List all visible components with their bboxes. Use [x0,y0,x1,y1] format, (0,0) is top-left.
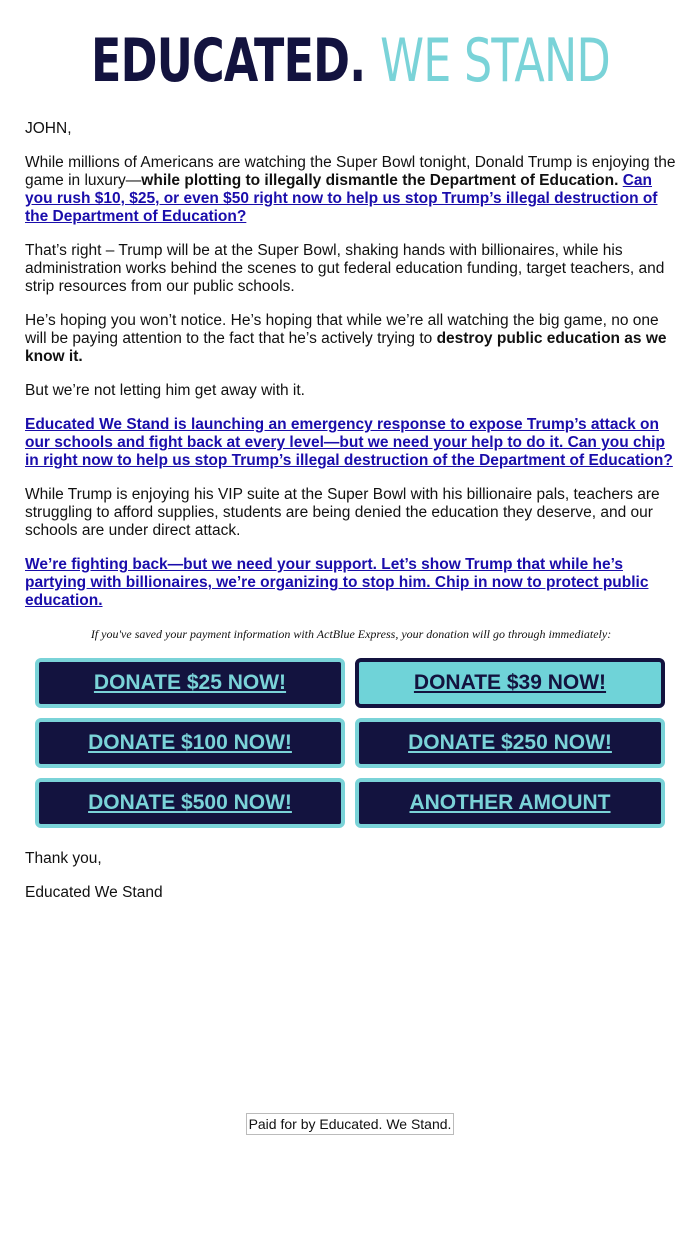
paragraph-fighting-back [25,556,677,610]
paid-for-by-disclaimer: Paid for by Educated. We Stand. [246,1113,455,1135]
donate-39-button[interactable]: DONATE $39 NOW! [355,658,665,708]
intro-text: While millions of Americans are watching the Super Bowl tonight, Donald Trump is enjoying the game in luxury— [25,154,676,189]
footer [0,1113,700,1135]
logo-word-we-stand: WE STAND [380,26,610,96]
donate-link-fighting-back[interactable]: We’re fighting back—but we need your support. Let’s show Trump that while he’s partying with billionaires, we’re organizing to stop him. Chip in now to protect public education. [25,556,649,609]
paragraph-super-bowl: That’s right – Trump will be at the Super Bowl, shaking hands with billionaires, while his administration works behind the scenes to gut federal education funding, target teachers, and strip resources from our public schools. [25,242,665,295]
actblue-express-note: If you've saved your payment information with ActBlue Express, your donation will go through immediately: [90,627,612,641]
donate-25-button[interactable]: DONATE $25 NOW! [35,658,345,708]
logo-word-educated: EDUCATED. [91,26,366,96]
intro-bold: while plotting to illegally dismantle the Department of Education. [141,172,619,189]
hoping-bold: destroy public education as we know it. [25,330,667,365]
hoping-text: He’s hoping you won’t notice. He’s hoping that while we’re all watching the big game, no one will be paying attention to the fact that he’s actively trying to [25,312,659,347]
donate-another-amount-button[interactable]: ANOTHER AMOUNT [355,778,665,828]
paragraph-hoping [25,312,677,366]
donate-link-emergency[interactable]: Educated We Stand is launching an emergency response to expose Trump’s attack on our schools and fight back at every level—but we need your help to do it. Can you chip in right now to help us stop Trump’s illegal destruction of the Department of Education? [25,416,673,469]
donate-500-button[interactable]: DONATE $500 NOW! [35,778,345,828]
paragraph-not-letting: But we’re not letting him get away with it. [25,382,305,399]
donate-button-grid [35,658,677,828]
donate-250-button[interactable]: DONATE $250 NOW! [355,718,665,768]
logo [91,26,609,96]
paragraph-intro [25,154,677,226]
signature: Educated We Stand [25,884,163,901]
thanks-text: Thank you, [25,850,102,867]
greeting: JOHN, [25,120,72,137]
donate-link-intro[interactable]: Can you rush $10, $25, or even $50 right now to help us stop Trump’s illegal destruction of the Department of Education? [25,172,658,225]
donate-100-button[interactable]: DONATE $100 NOW! [35,718,345,768]
paragraph-emergency [25,416,677,470]
signoff [25,850,677,902]
email-body [25,120,677,918]
paragraph-vip-suite: While Trump is enjoying his VIP suite at the Super Bowl with his billionaire pals, teachers are struggling to afford supplies, students are being denied the education they deserve, and our schools are under direct attack. [25,486,660,539]
